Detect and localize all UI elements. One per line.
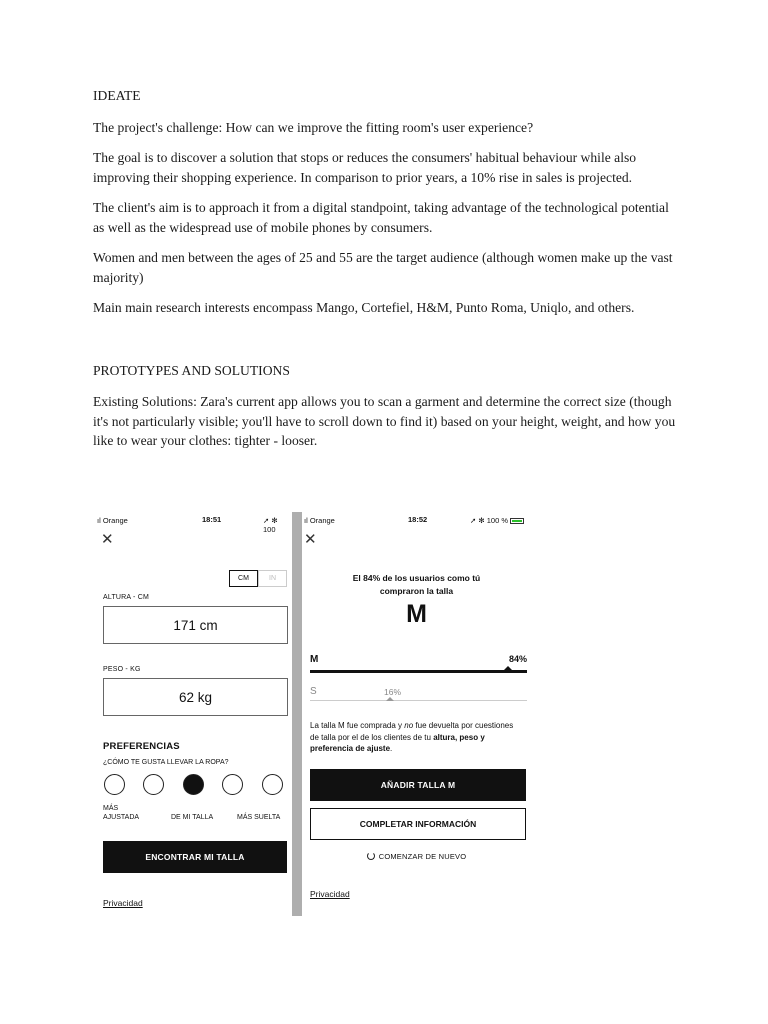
desc-end: .: [390, 744, 393, 753]
refresh-icon: [367, 852, 375, 860]
paragraph-challenge: The project's challenge: How can we improve the fitting room's user experience?: [93, 119, 534, 135]
weight-label: PESO - KG: [103, 666, 141, 673]
heading-ideate: IDEATE: [93, 88, 141, 103]
size-s-percentage: 16%: [384, 687, 402, 697]
desc-part-2: fue devuelta por cuestiones de talla por el de los clientes de tu: [310, 721, 514, 742]
size-s-bar: [310, 700, 527, 701]
carrier-label: ıl Orange: [304, 516, 335, 525]
fit-regular-label: DE MI TALLA: [171, 814, 214, 821]
status-bar: [302, 514, 531, 528]
result-description: [310, 720, 520, 755]
result-headline: [302, 572, 531, 598]
complete-info-button[interactable]: COMPLETAR INFORMACIÓN: [310, 808, 526, 840]
size-s-label: S: [310, 686, 317, 697]
size-s-marker: [386, 697, 394, 701]
unit-in-option[interactable]: IN: [258, 570, 287, 587]
fit-option-3-selected[interactable]: [183, 774, 204, 795]
restart-link[interactable]: [302, 852, 531, 861]
size-m-label: M: [310, 654, 319, 665]
fit-option-2[interactable]: [143, 774, 164, 795]
status-bar: [95, 514, 292, 534]
recommended-size: M: [406, 600, 427, 628]
size-finder-screen: [95, 512, 292, 916]
paragraph-goal: The goal is to discover a solution that stops or reduces the consumers' habitual behaviour while also improving their shopping experience. In comparison to prior years, a 10% rise in sales is projected.: [93, 150, 637, 185]
battery-icon: [510, 518, 524, 524]
status-right: ➚ ✻ 100: [263, 516, 278, 534]
fit-option-4[interactable]: [222, 774, 243, 795]
fit-option-5[interactable]: [262, 774, 283, 795]
desc-bold: altura, peso y preferencia de ajuste: [310, 732, 485, 753]
fit-loose-label: MÁS SUELTA: [237, 814, 281, 821]
privacy-link[interactable]: Privacidad: [310, 889, 350, 899]
paragraph-existing-solutions: Existing Solutions: Zara's current app allows you to scan a garment and determine the correct size (though it's not particularly visible; you'll have to scroll down to find it) based on your height, weight, and how you like to wear your clothes: tighter - looser.: [93, 394, 676, 448]
restart-label: COMENZAR DE NUEVO: [378, 852, 467, 861]
desc-part-1: La talla M fue comprada y: [310, 721, 405, 730]
battery-label: 100 %: [486, 516, 509, 525]
fit-tight-label-line1: MÁS: [103, 805, 119, 812]
close-icon[interactable]: ✕: [101, 531, 114, 548]
size-result-screen: [302, 512, 531, 916]
size-m-bar: [310, 670, 527, 673]
result-headline-line2: compraron la talla: [379, 586, 454, 596]
preferences-question: ¿CÓMO TE GUSTA LLEVAR LA ROPA?: [103, 759, 229, 766]
height-label: ALTURA - CM: [103, 594, 150, 601]
desc-emphasis: no: [404, 721, 414, 730]
paragraph-research: Main main research interests encompass Mango, Cortefiel, H&M, Punto Roma, Uniqlo, and others.: [93, 300, 635, 315]
screenshot-divider: [292, 512, 302, 916]
height-field[interactable]: 171 cm: [103, 606, 288, 644]
weight-field[interactable]: 62 kg: [103, 678, 288, 716]
carrier-label: ıl Orange: [97, 516, 128, 525]
battery-label: 100: [263, 525, 276, 534]
result-headline-line1: El 84% de los usuarios como tú: [352, 573, 481, 583]
unit-cm-option[interactable]: CM: [229, 570, 258, 587]
clock: 18:51: [202, 515, 222, 524]
fit-tight-label-line2: AJUSTADA: [103, 814, 140, 821]
find-size-button[interactable]: ENCONTRAR MI TALLA: [103, 841, 287, 873]
unit-toggle: [229, 570, 287, 587]
add-size-button[interactable]: AÑADIR TALLA M: [310, 769, 526, 801]
size-m-percentage: 84%: [508, 654, 527, 664]
document-body: [93, 86, 683, 462]
preferences-title: PREFERENCIAS: [103, 741, 180, 752]
paragraph-client-aim: The client's aim is to approach it from a digital standpoint, taking advantage of the technological potential as well as the widespread use of mobile phones by consumers.: [93, 200, 669, 235]
size-m-marker: [504, 666, 512, 670]
fit-option-1[interactable]: [104, 774, 125, 795]
privacy-link[interactable]: Privacidad: [103, 898, 143, 908]
fit-tight-label: [103, 804, 139, 822]
close-icon[interactable]: ✕: [304, 531, 317, 548]
clock: 18:52: [408, 515, 428, 524]
app-screenshots: [95, 512, 531, 916]
status-right: ➚ ✻ 100 %: [470, 516, 524, 525]
paragraph-audience: Women and men between the ages of 25 and 55 are the target audience (although women make up the vast majority): [93, 250, 673, 285]
heading-prototypes: PROTOTYPES AND SOLUTIONS: [93, 362, 290, 378]
